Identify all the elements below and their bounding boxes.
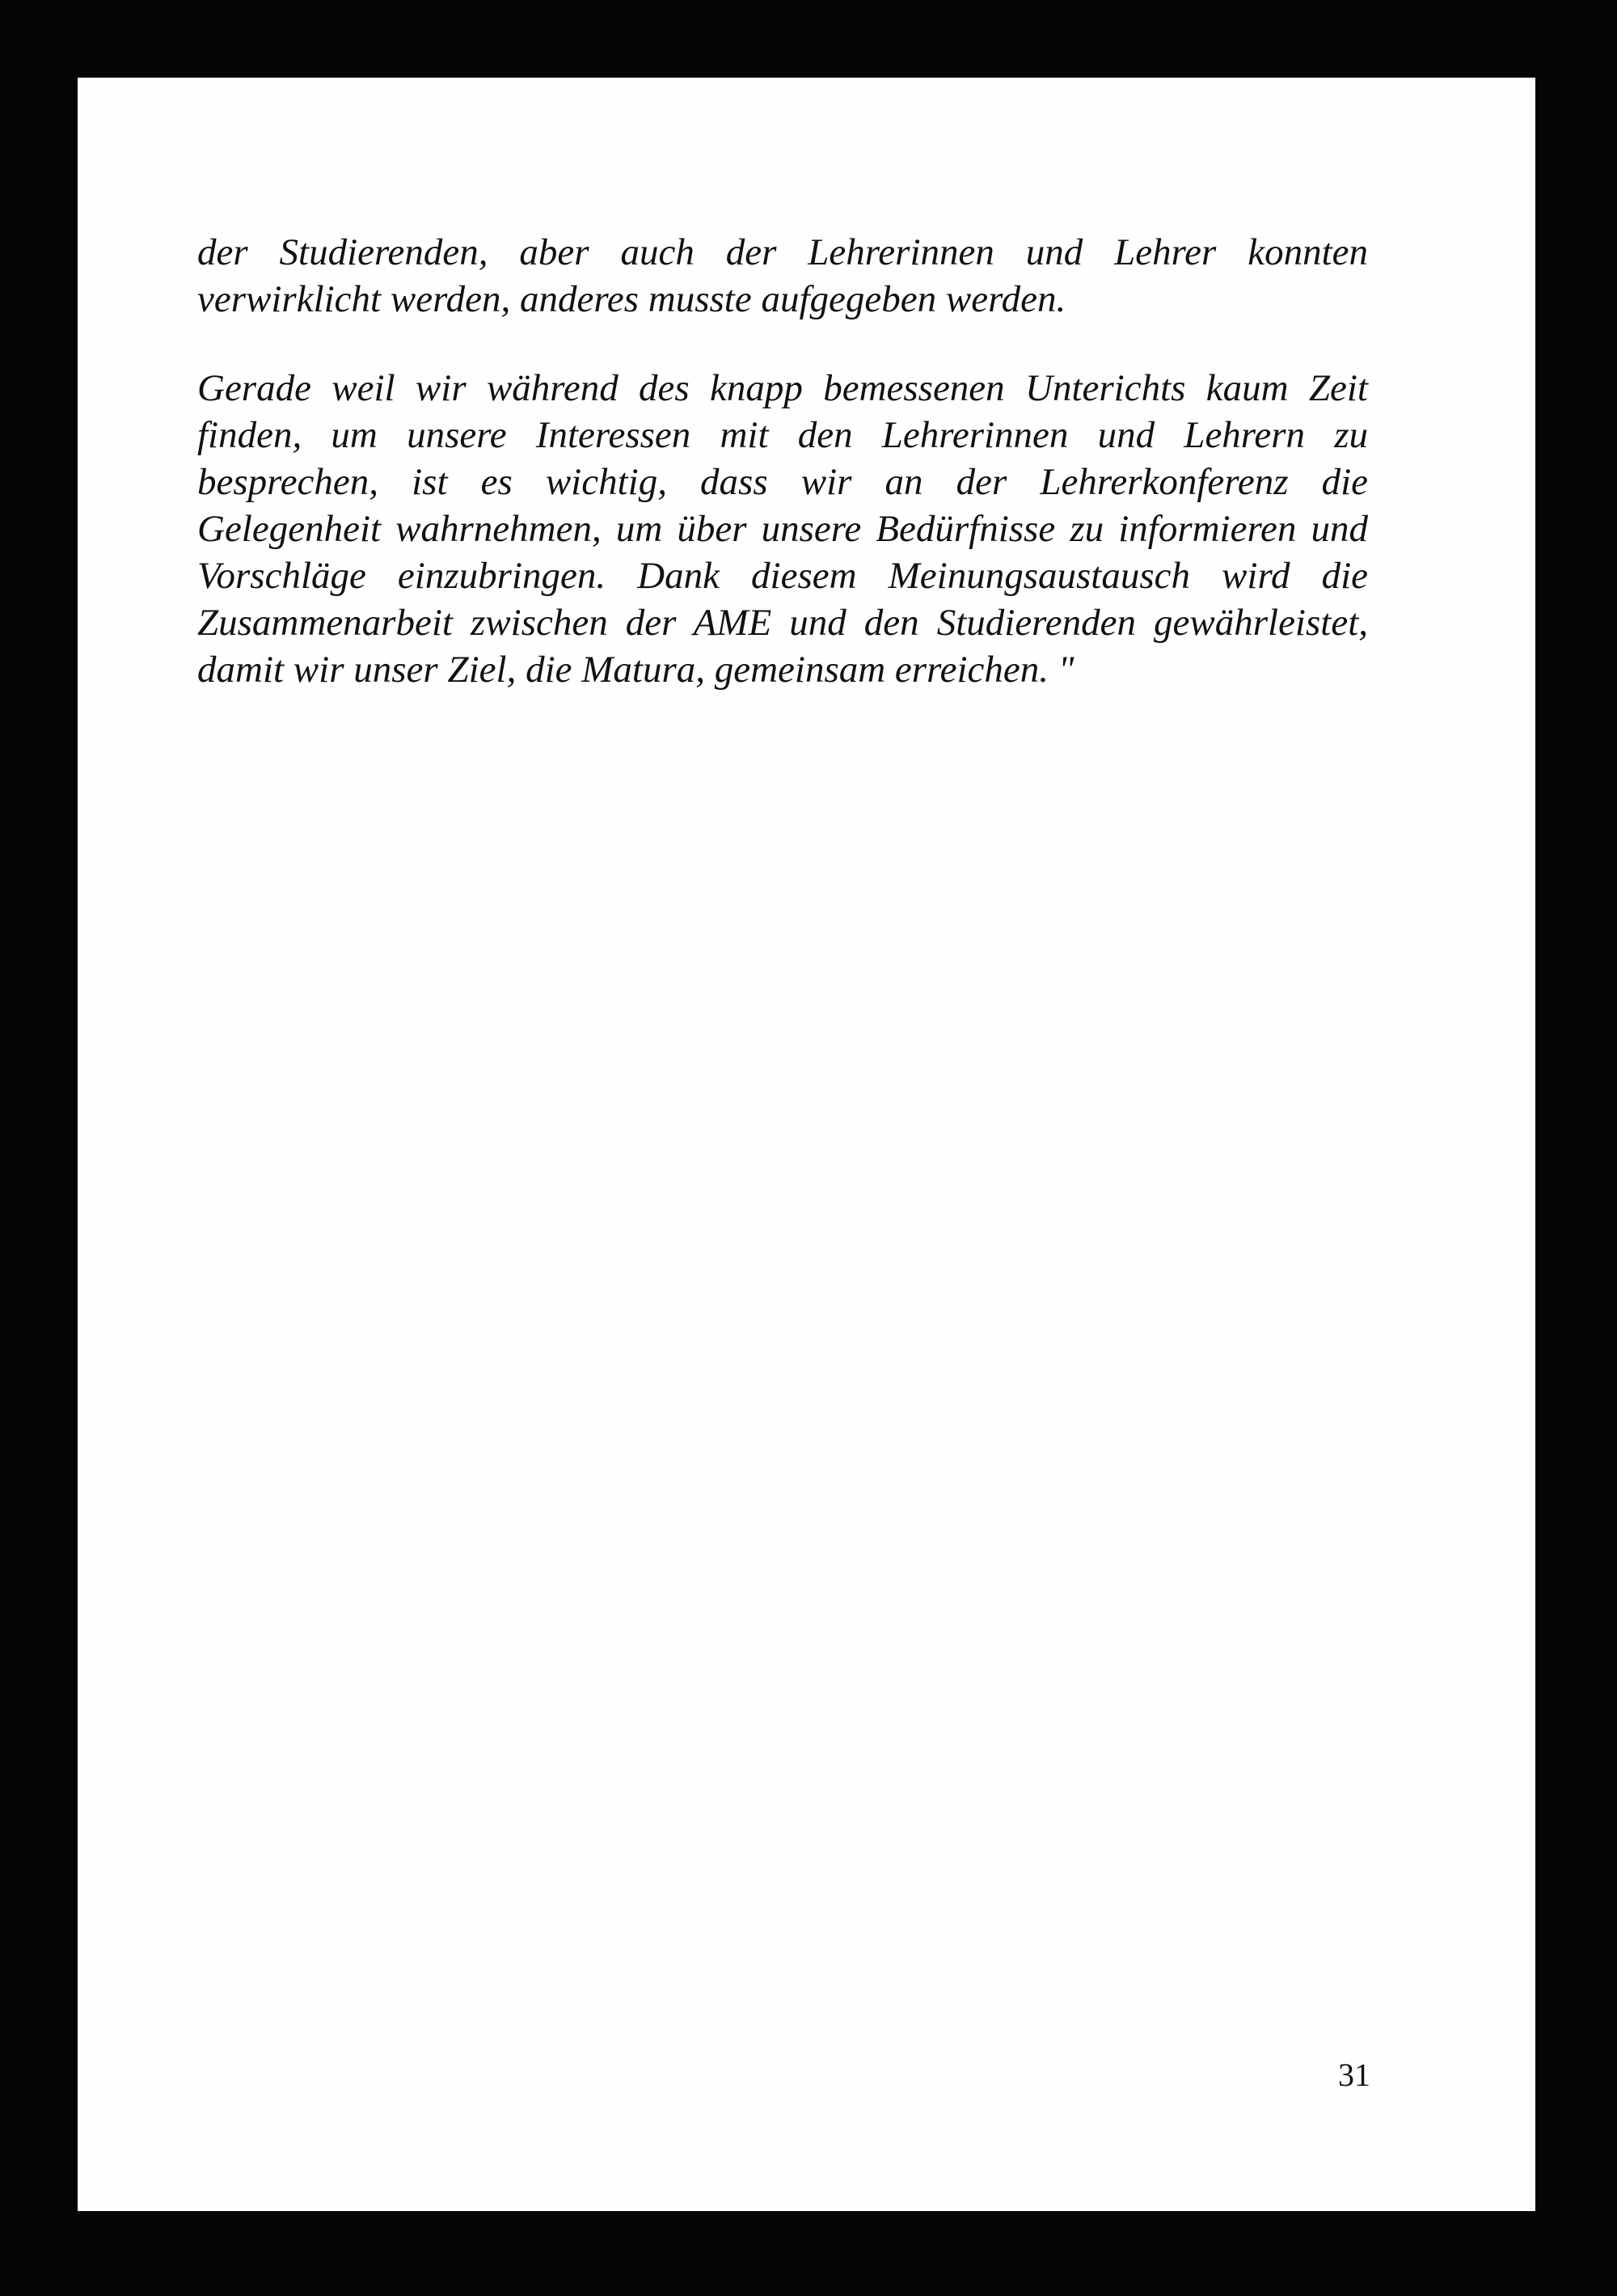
text-line: finden, um unsere Interessen mit den Lehrerinnen und Lehrern zu: [197, 414, 1368, 456]
text-line: besprechen, ist es wichtig, dass wir an der Lehrerkonferenz die: [197, 461, 1368, 503]
text-line: Zusammenarbeit zwischen der AME und den Studierenden gewährleistet,: [197, 602, 1368, 644]
paragraph-1: [197, 229, 1368, 323]
text-line: damit wir unser Ziel, die Matura, gemeinsam erreichen. ": [197, 649, 1074, 691]
text-line: verwirklicht werden, anderes musste aufgegeben werden.: [197, 278, 1066, 320]
text-line: Vorschläge einzubringen. Dank diesem Meinungsaustausch wird die: [197, 555, 1368, 597]
text-line: Gelegenheit wahrnehmen, um über unsere Bedürfnisse zu informieren und: [197, 508, 1368, 550]
document-page: [78, 78, 1535, 2211]
page-number: 31: [1338, 2057, 1370, 2093]
paragraph-2: [197, 365, 1368, 693]
text-line: der Studierenden, aber auch der Lehrerinnen und Lehrer konnten: [197, 231, 1368, 273]
text-line: Gerade weil wir während des knapp bemessenen Unterichts kaum Zeit: [197, 367, 1368, 409]
